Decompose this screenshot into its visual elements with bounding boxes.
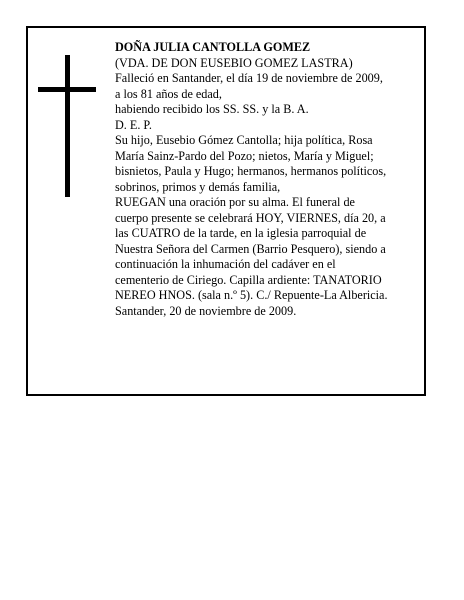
notice-line: bisnietos, Paula y Hugo; hermanos, hermanos políticos, [115, 164, 387, 178]
deceased-name: DOÑA JULIA CANTOLLA GOMEZ [115, 40, 311, 54]
obituary-notice [26, 26, 426, 396]
notice-line: habiendo recibido los SS. SS. y la B. A. [115, 102, 309, 116]
notice-line: sobrinos, primos y demás familia, [115, 179, 281, 194]
notice-line: NEREO HNOS. (sala n.º 5). C./ Repuente-La Albericia. [115, 288, 388, 302]
notice-line: Nuestra Señora del Carmen (Barrio Pesquero), siendo a [115, 241, 386, 256]
notice-line: RUEGAN una oración por su alma. El funeral de [115, 195, 355, 209]
notice-line: Su hijo, Eusebio Gómez Cantolla; hija política, Rosa [115, 133, 373, 147]
notice-line: cementerio de Ciriego. Capilla ardiente: TANATORIO [115, 272, 382, 287]
notice-line: María Sainz-Pardo del Pozo; nietos, María y Miguel; [115, 148, 374, 163]
notice-line: Santander, 20 de noviembre de 2009. [115, 303, 297, 318]
notice-line: (VDA. DE DON EUSEBIO GOMEZ LASTRA) [115, 55, 353, 70]
cross-vertical-bar [65, 55, 70, 197]
notice-line: Falleció en Santander, el día 19 de noviembre de 2009, [115, 71, 383, 85]
cross-icon [38, 55, 96, 197]
cross-horizontal-bar [38, 87, 96, 92]
notice-body [115, 40, 427, 319]
notice-line: cuerpo presente se celebrará HOY, VIERNES, día 20, a [115, 210, 386, 225]
notice-line: D. E. P. [115, 117, 152, 132]
notice-line: a los 81 años de edad, [115, 86, 222, 101]
notice-line: las CUATRO de la tarde, en la iglesia parroquial de [115, 226, 367, 240]
notice-line: continuación la inhumación del cadáver en el [115, 257, 336, 271]
